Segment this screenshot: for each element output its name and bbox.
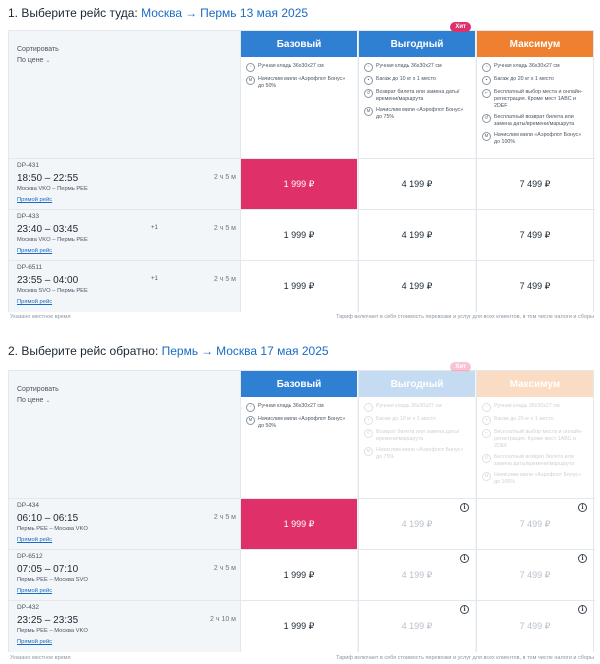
flight-row [9,260,595,311]
price-basic[interactable]: 1 999 ₽ [240,261,357,312]
outbound-title-prefix: 1. Выберите рейс туда: [8,6,138,20]
arrow-icon: → [201,344,214,358]
feature-item: ▪ Багаж до 10 кг х 1 место [364,416,470,425]
chevron-down-icon: ⌄ [45,58,51,64]
flight-info [9,261,240,312]
tariff-maximum-header: Максимум [477,371,593,397]
refund-icon: ↺ [364,429,373,438]
direct-flight-link[interactable]: Прямой рейс [17,248,53,254]
luggage-icon: ▪ [364,76,373,85]
flight-number: DP-432 [17,604,40,611]
price-profitable[interactable]: 4 199 ₽ i [358,550,475,601]
flight-row [9,549,595,600]
seat-icon: ⌐ [482,429,491,438]
tariff-profitable-header: Выгодный [359,31,475,57]
local-time-note: Указано местное время [10,314,71,320]
tariff-maximum-header: Максимум [477,31,593,57]
sort-label: Сортировать [17,386,59,393]
flight-time: 23:40 – 03:45 [17,224,79,235]
feature-item: ⌐ Бесплатный выбор места и онлайн-регистрация. Кроме мест 1ABC и 2DEF [482,429,588,450]
bag-icon: ▫ [482,63,491,72]
refund-icon: ↺ [482,454,491,463]
luggage-icon: ▪ [482,416,491,425]
tariff-profitable [358,364,475,498]
flight-number: DP-434 [17,502,40,509]
flight-info [9,499,240,550]
bag-icon: ▫ [364,63,373,72]
flight-number: DP-6511 [17,264,43,271]
feature-item: ↺ Бесплатный возврат билета или замена даты/времени/маршрута [482,114,588,128]
feature-item: ▪ Багаж до 10 кг х 1 место [364,76,470,85]
feature-item: м Начислим мили «Аэрофлот Бонус» до 75% [364,447,470,461]
chevron-down-icon: ⌄ [45,398,51,404]
feature-item: м Начислим мили «Аэрофлот Бонус» до 100% [482,132,588,146]
miles-icon: м [246,76,255,85]
outbound-title [8,6,308,20]
miles-icon: м [364,107,373,116]
feature-item: ↺ Возврат билета или замена даты/времени/маршрута [364,429,470,443]
price-maximum[interactable]: 7 499 ₽ i [476,550,593,601]
flight-time: 07:05 – 07:10 [17,564,79,575]
price-maximum[interactable]: 7 499 ₽ i [476,499,593,550]
tariff-note: Тариф включает в себя стоимость перевозки и услуг для всех клиентов, в том числе налоги и сборы [336,314,594,320]
price-profitable[interactable]: 4 199 ₽ [358,261,475,312]
info-icon[interactable]: i [578,605,587,614]
flight-route: Москва SVO – Пермь PEE [17,288,88,294]
tariff-basic [240,31,357,158]
tariff-note: Тариф включает в себя стоимость перевозки и услуг для всех клиентов, в том числе налоги и сборы [336,655,594,661]
return-date: 17 мая 2025 [260,344,329,358]
bag-icon: ▫ [482,403,491,412]
next-day-marker: +1 [151,225,158,231]
price-maximum[interactable]: 7 499 ₽ [476,261,593,312]
flight-number: DP-6512 [17,553,43,560]
luggage-icon: ▪ [364,416,373,425]
flight-info [9,210,240,261]
feature-item: ▫ Ручная кладь 36х30х27 см [482,63,588,72]
tariff-basic-header: Базовый [241,371,357,397]
info-icon[interactable]: i [578,554,587,563]
arrow-icon: → [185,6,198,20]
flight-row [9,158,595,209]
info-icon[interactable]: i [460,605,469,614]
price-basic[interactable]: 1 999 ₽ [240,210,357,261]
feature-item: м Начислим мили «Аэрофлот Бонус» до 50% [246,416,352,430]
flight-route: Москва VKO – Пермь PEE [17,237,88,243]
sort-value: По цене [17,397,44,404]
sort-dropdown[interactable] [17,57,50,64]
flight-time: 23:55 – 04:00 [17,275,79,286]
miles-icon: м [482,472,491,481]
flight-row [9,209,595,260]
luggage-icon: ▪ [482,76,491,85]
tariff-maximum [476,31,593,158]
flight-time: 23:25 – 23:35 [17,615,79,626]
feature-item: ▫ Ручная кладь 36х30х27 см [364,63,470,72]
return-title-prefix: 2. Выберите рейс обратно: [8,344,159,358]
feature-item: ▫ Ручная кладь 36х30х27 см [246,403,352,412]
miles-icon: м [246,416,255,425]
flight-duration: 2 ч 5 м [213,514,236,521]
feature-item: м Начислим мили «Аэрофлот Бонус» до 50% [246,76,352,90]
return-table [8,364,594,652]
hit-badge: Хит [450,22,471,32]
flight-info [9,550,240,601]
price-maximum[interactable]: 7 499 ₽ i [476,601,593,652]
feature-item: ▫ Ручная кладь 36х30х27 см [482,403,588,412]
flight-duration: 2 ч 5 м [213,565,236,572]
flight-route: Пермь PEE – Москва SVO [17,577,88,583]
direct-flight-link[interactable]: Прямой рейс [17,639,53,645]
direct-flight-link[interactable]: Прямой рейс [17,197,53,203]
price-basic[interactable]: 1 999 ₽ [240,550,357,601]
flight-route: Пермь PEE – Москва VKO [17,628,88,634]
direct-flight-link[interactable]: Прямой рейс [17,588,53,594]
price-profitable[interactable]: 4 199 ₽ [358,159,475,210]
flight-row [9,600,595,651]
refund-icon: ↺ [482,114,491,123]
price-profitable[interactable]: 4 199 ₽ i [358,601,475,652]
flight-duration: 2 ч 5 м [213,276,236,283]
tariff-basic-header: Базовый [241,31,357,57]
flight-time: 18:50 – 22:55 [17,173,79,184]
sort-dropdown[interactable] [17,397,50,404]
return-title [8,344,329,358]
flight-duration: 2 ч 5 м [213,225,236,232]
price-basic[interactable]: 1 999 ₽ [240,159,357,210]
return-to: Москва [216,344,258,358]
sort-value: По цене [17,57,44,64]
local-time-note: Указано местное время [10,655,71,661]
feature-item: м Начислим мили «Аэрофлот Бонус» до 100% [482,472,588,486]
flight-duration: 2 ч 10 м [210,616,236,623]
price-basic[interactable]: 1 999 ₽ [240,601,357,652]
outbound-date: 13 мая 2025 [239,6,309,20]
next-day-marker: +1 [151,276,158,282]
feature-item: ↺ Бесплатный возврат билета или замена даты/времени/маршрута [482,454,588,468]
info-icon[interactable]: i [460,503,469,512]
price-maximum[interactable]: 7 499 ₽ [476,159,593,210]
hit-badge: Хит [450,362,471,372]
miles-icon: м [364,447,373,456]
feature-item: ↺ Возврат билета или замена даты/времени/маршрута [364,89,470,103]
refund-icon: ↺ [364,89,373,98]
bag-icon: ▫ [246,403,255,412]
miles-icon: м [482,132,491,141]
feature-item: ⌐ Бесплатный выбор места и онлайн-регистрация. Кроме мест 1ABC и 2DEF [482,89,588,110]
flight-number: DP-431 [17,162,40,169]
feature-item: ▪ Багаж до 20 кг х 1 место [482,76,588,85]
tariff-profitable [358,24,475,158]
outbound-from: Москва [141,6,183,20]
flight-time: 06:10 – 06:15 [17,513,79,524]
info-icon[interactable]: i [460,554,469,563]
flight-row [9,498,595,549]
tariff-basic [240,371,357,498]
direct-flight-link[interactable]: Прямой рейс [17,537,53,543]
bag-icon: ▫ [364,403,373,412]
direct-flight-link[interactable]: Прямой рейс [17,299,53,305]
flight-route: Пермь PEE – Москва VKO [17,526,88,532]
price-basic[interactable]: 1 999 ₽ [240,499,357,550]
seat-icon: ⌐ [482,89,491,98]
feature-item: ▫ Ручная кладь 36х30х27 см [364,403,470,412]
feature-item: м Начислим мили «Аэрофлот Бонус» до 75% [364,107,470,121]
flight-duration: 2 ч 5 м [213,174,236,181]
flight-info [9,601,240,652]
flight-number: DP-433 [17,213,40,220]
tariff-maximum [476,371,593,498]
price-profitable[interactable]: 4 199 ₽ i [358,499,475,550]
flight-route: Москва VKO – Пермь PEE [17,186,88,192]
feature-item: ▫ Ручная кладь 36х30х27 см [246,63,352,72]
outbound-table [8,24,594,312]
sort-label: Сортировать [17,46,59,53]
price-maximum[interactable]: 7 499 ₽ [476,210,593,261]
info-icon[interactable]: i [578,503,587,512]
return-from: Пермь [161,344,199,358]
feature-item: ▪ Багаж до 20 кг х 1 место [482,416,588,425]
price-profitable[interactable]: 4 199 ₽ [358,210,475,261]
flight-info [9,159,240,210]
bag-icon: ▫ [246,63,255,72]
tariff-profitable-header: Выгодный [359,371,475,397]
return-header-row [9,364,595,498]
outbound-to: Пермь [200,6,237,20]
outbound-header-row [9,24,595,158]
